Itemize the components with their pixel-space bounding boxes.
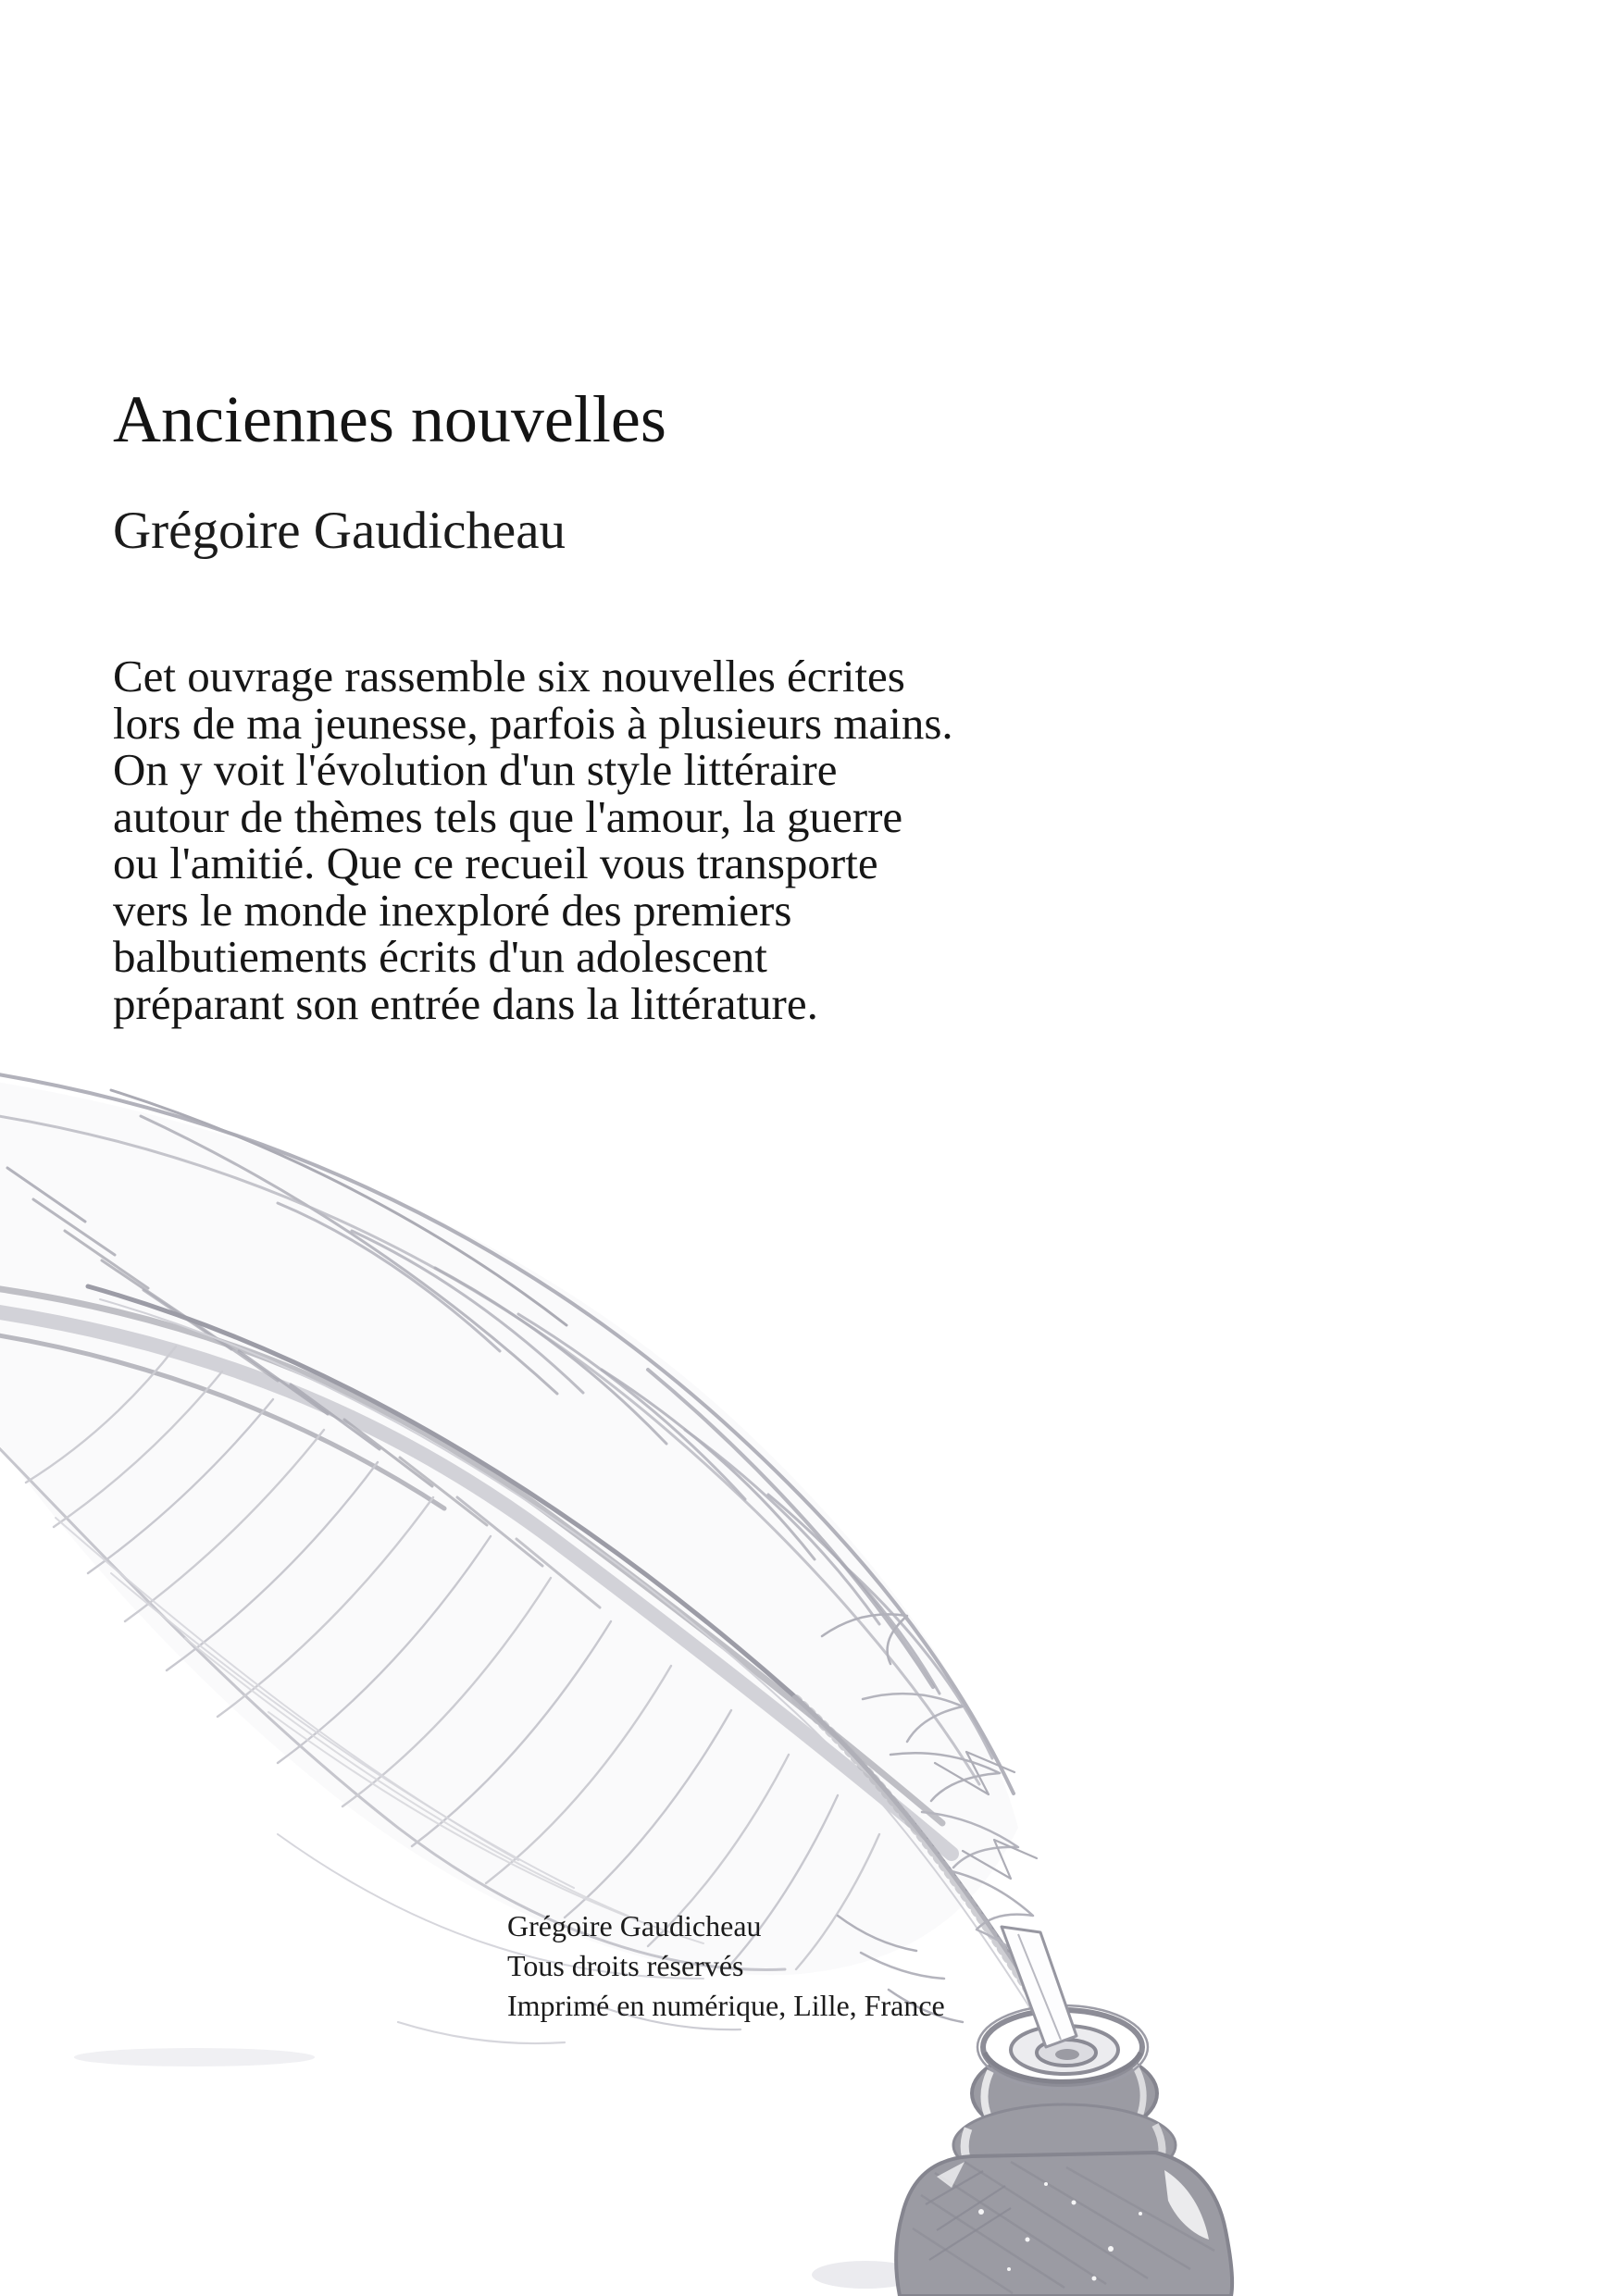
colophon-author-line: Grégoire Gaudicheau (507, 1909, 762, 1942)
description-line: autour de thèmes tels que l'amour, la guerre (113, 790, 903, 842)
author-name: Grégoire Gaudicheau (113, 502, 566, 560)
colophon (507, 1906, 945, 2026)
book-description (113, 653, 953, 1027)
description-line: On y voit l'évolution d'un style littéraire (113, 744, 838, 795)
description-line: ou l'amitié. Que ce recueil vous transporte (113, 838, 878, 888)
description-line: lors de ma jeunesse, parfois à plusieurs mains. (113, 697, 953, 749)
colophon-printing-line: Imprimé en numérique, Lille, France (507, 1989, 945, 2022)
quill-feather-illustration (0, 1072, 1064, 2289)
colophon-rights-line: Tous droits réservés (507, 1949, 744, 1982)
description-line: vers le monde inexploré des premiers (113, 884, 792, 936)
ink-bottle-illustration (896, 1927, 1232, 2296)
description-line: Cet ouvrage rassemble six nouvelles écrites (113, 651, 905, 701)
description-line: balbutiements écrits d'un adolescent (113, 931, 767, 982)
page-title: Anciennes nouvelles (113, 382, 666, 456)
description-line: préparant son entrée dans la littérature. (113, 977, 818, 1029)
